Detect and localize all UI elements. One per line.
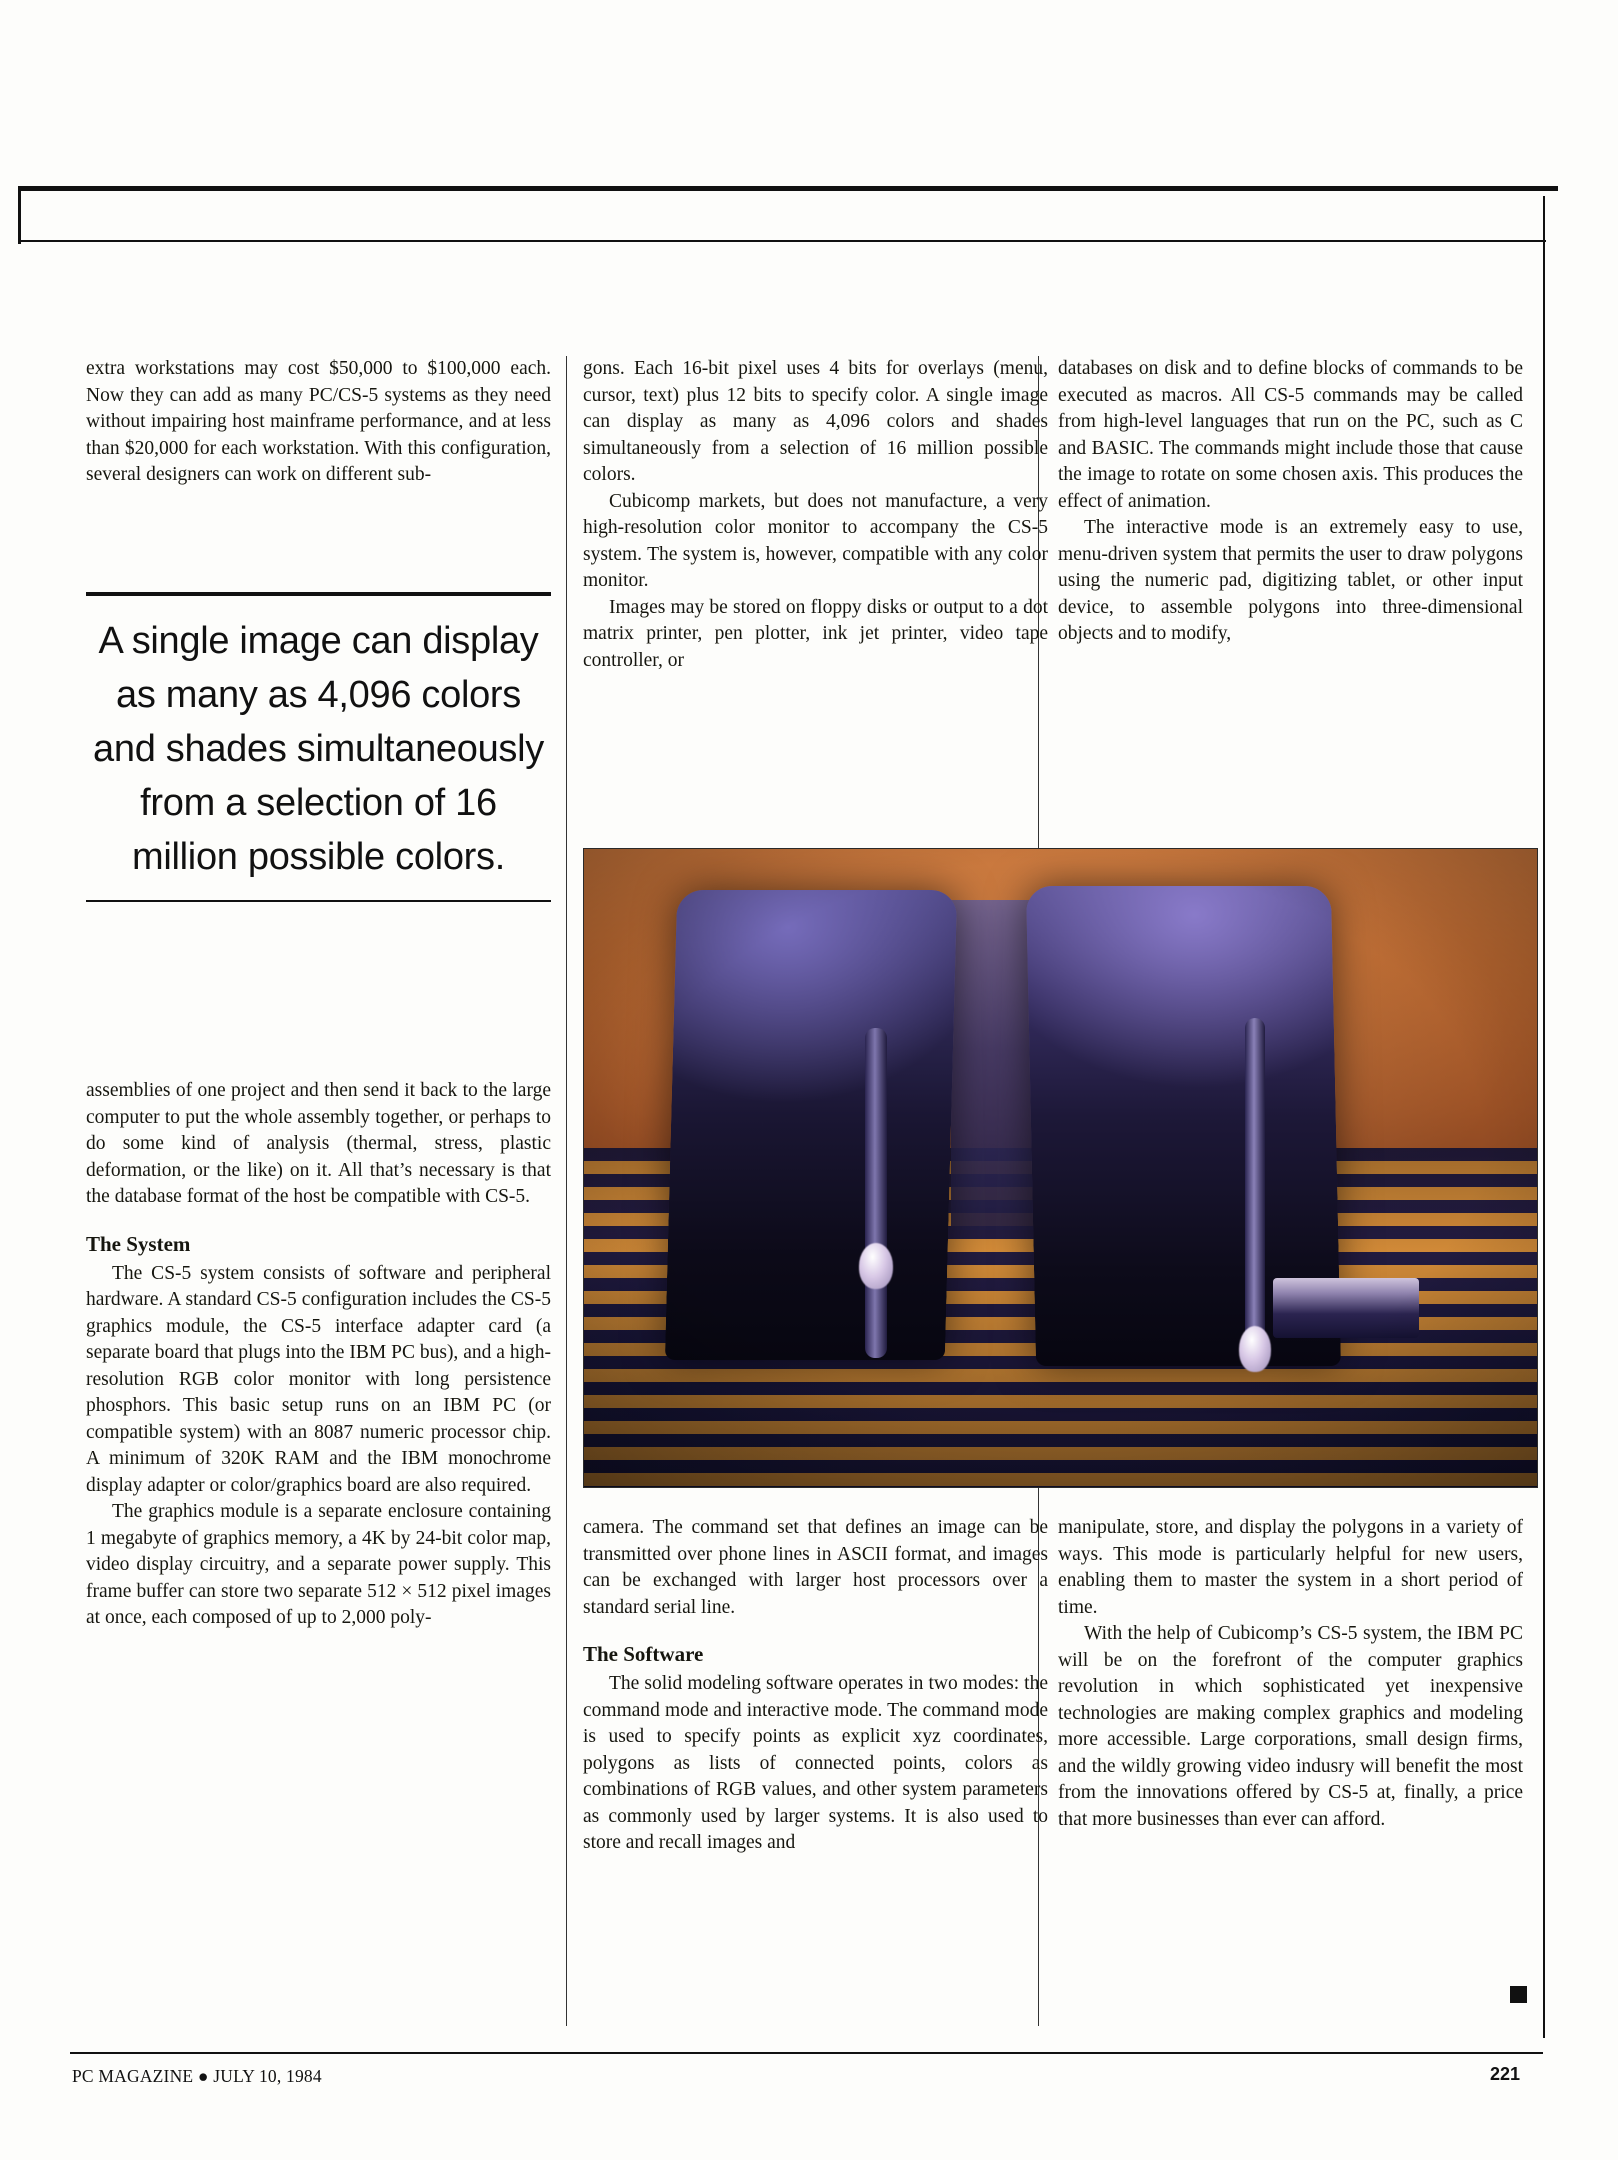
- column-two-bottom: [583, 1515, 1048, 1857]
- paragraph: databases on disk and to define blocks of commands to be executed as macros. All CS-5 commands may be called from high-level languages that run on the PC, such as C and BASIC. The commands might include those that cause the image to rotate on some chosen axis. This produces the effect of animation.: [1058, 358, 1523, 512]
- column-one-top: [86, 356, 551, 489]
- footer-rule: [70, 2052, 1543, 2054]
- top-rule-thick: [18, 186, 1558, 191]
- paragraph: Images may be stored on floppy disks or output to a dot matrix printer, pen plotter, ink jet printer, video tape controller, or: [583, 596, 1048, 671]
- paragraph: The solid modeling software operates in two modes: the command mode and interactive mode. The command mode is used to specify points as explicit xyz coordinates, polygons as lists of connected points, colors as combinations of RGB values, and other system parameters as commonly used by larger systems. It is also used to store and recall images and: [583, 1673, 1048, 1853]
- paragraph: Cubicomp markets, but does not manufacture, a very high-resolution color monitor to accompany the CS-5 system. The system is, however, compatible with any color monitor.: [583, 490, 1048, 591]
- pull-quote-rule-bottom: [86, 900, 551, 902]
- paragraph: assemblies of one project and then send it back to the large computer to put the whole assembly together, or perhaps to do some kind of analysis (thermal, stress, plastic deformation, or the like) on it. All that’s necessary is that the database format of the host be compatible with CS-5.: [86, 1080, 551, 1207]
- column-three-top: [1058, 356, 1523, 648]
- paragraph: The interactive mode is an extremely easy to use, menu-driven system that permits the user to draw polygons using the numeric pad, digitizing tablet, or other input device, to assemble polygons into three-dimensional objects and to modify,: [1058, 517, 1523, 644]
- paragraph: The graphics module is a separate enclosure containing 1 megabyte of graphics memory, a 4K by 24-bit color map, video display circuitry, and a separate power supply. This frame buffer can store two separate 512 × 512 pixel images at once, each composed of up to 2,000 poly-: [86, 1501, 551, 1628]
- section-heading-the-software: The Software: [583, 1642, 704, 1666]
- footer-page-number: 221: [1490, 2064, 1521, 2084]
- figure-image: [583, 848, 1538, 1488]
- pull-quote-rule-top: [86, 592, 551, 596]
- section-heading-the-system: The System: [86, 1231, 191, 1256]
- paragraph: The CS-5 system consists of software and peripheral hardware. A standard CS-5 configuration includes the CS-5 graphics module, the CS-5 interface adapter card (a separate board that plugs into the IBM PC bus), and a high-resolution RGB color monitor with long persistence phosphors. This basic setup runs on an IBM PC (or compatible system) with an 8087 numeric processor chip. A minimum of 320K RAM and the IBM monochrome display adapter or color/graphics board are also required.: [86, 1262, 551, 1496]
- paragraph: camera. The command set that defines an image can be transmitted over phone lines in ASCII format, and images can be exchanged with larger host processors over a standard serial line.: [583, 1517, 1048, 1618]
- column-three-bottom: [1058, 1515, 1523, 1833]
- column-one-bottom: [86, 1078, 551, 1632]
- top-left-vertical-rule: [18, 186, 21, 244]
- footer-publication: PC MAGAZINE ● JULY 10, 1984: [72, 2066, 322, 2086]
- paragraph: manipulate, store, and display the polygons in a variety of ways. This mode is particularly helpful for new users, enabling them to master the system in a short period of time.: [1058, 1517, 1523, 1618]
- paragraph: extra workstations may cost $50,000 to $100,000 each. Now they can add as many PC/CS-5 systems as they need without impairing host mainframe performance, and at less than $20,000 for each workstation. With this configuration, several designers can work on different sub-: [86, 358, 551, 485]
- top-rule-thin: [18, 240, 1546, 242]
- column-two-top: [583, 356, 1048, 674]
- pull-quote-block: [86, 592, 551, 902]
- end-of-article-mark: [1510, 1986, 1527, 2003]
- right-vertical-rule: [1543, 196, 1545, 2038]
- column-divider-1: [566, 356, 567, 2026]
- paragraph: gons. Each 16-bit pixel uses 4 bits for overlays (menu, cursor, text) plus 12 bits to specify color. A single image can display as many as 4,096 colors and shades simultaneously from a selection of 16 million possible colors.: [583, 358, 1048, 485]
- pull-quote-text: A single image can display as many as 4,096 colors and shades simultaneously from a selection of 16 million possible colors.: [93, 620, 544, 878]
- article-figure: [583, 848, 1538, 1488]
- paragraph: With the help of Cubicomp’s CS-5 system, the IBM PC will be on the forefront of the computer graphics revolution in which sophisticated yet inexpensive technologies are making complex graphics and modeling more accessible. Large corporations, small design firms, and the wildly growing video indusry will benefit the most from the innovations offered by CS-5 at, finally, a price that more businesses than ever can afford.: [1058, 1623, 1523, 1830]
- figure-border: [583, 848, 1538, 1488]
